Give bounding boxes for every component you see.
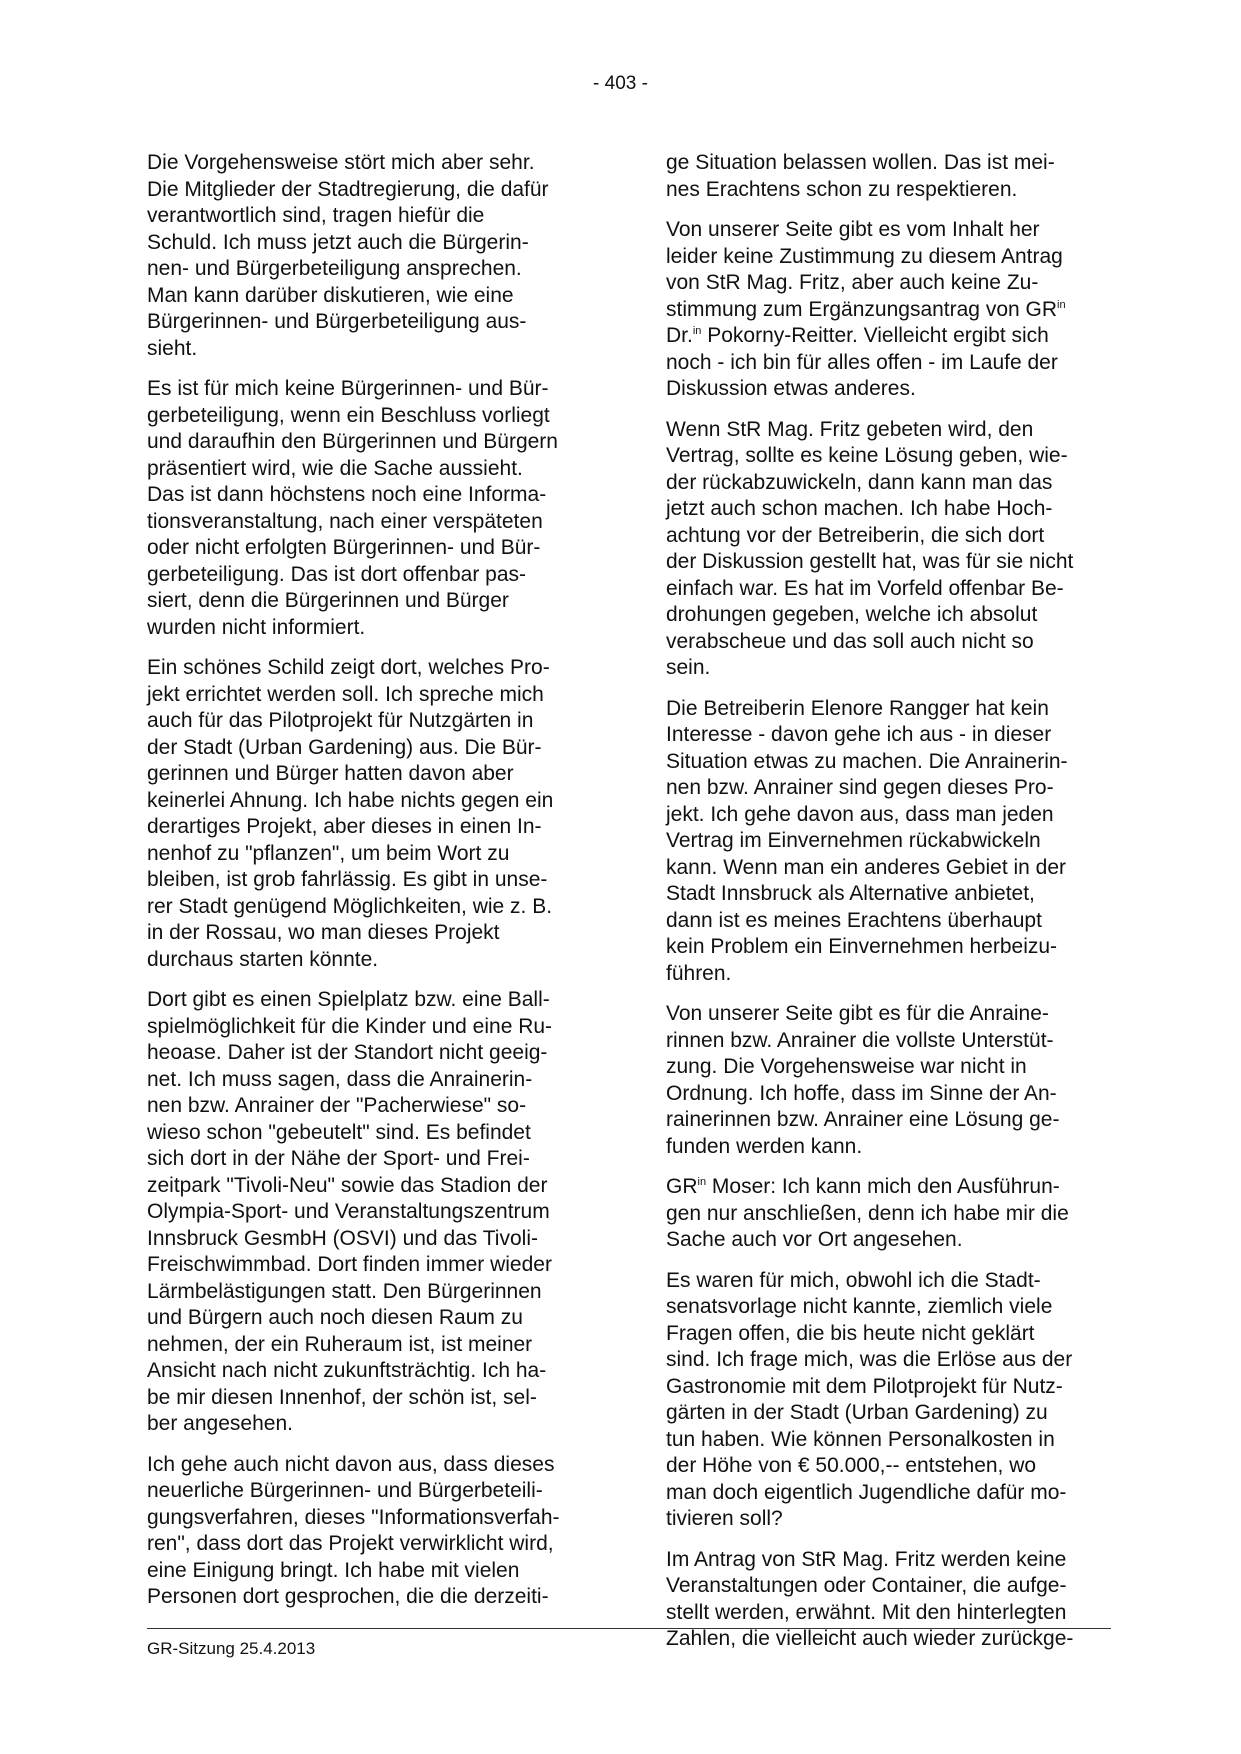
paragraph: Es waren für mich, obwohl ich die Stadt- senatsvorlage nicht kannte, ziemlich viele Fragen offen, die bis heute nicht geklärt sind. Ich frage mich, was die Erlöse aus der Gastronomie mit dem Pilotprojekt für Nutz- gärten in der Stadt (Urban Gardening) zu tun haben. Wie können Personalkosten in der Höhe von € 50.000,-- entstehen, wo man doch eigentlich Jugendliche dafür mo- tivieren soll?: [666, 1268, 1073, 1530]
superscript: in: [697, 1176, 707, 1188]
text-run: Moser: Ich kann mich den Ausführun- gen nur anschließen, denn ich habe mir die Sache auch vor Ort angesehen.: [666, 1175, 1069, 1251]
paragraph: Von unserer Seite gibt es für die Anraine- rinnen bzw. Anrainer die vollste Unterstüt- zung. Die Vorgehensweise war nicht in Ordnung. Ich hoffe, dass im Sinne der An- rainerinnen bzw. Anrainer eine Lösung ge- funden werden kann.: [666, 1002, 1060, 1158]
text-run: Von unserer Seite gibt es vom Inhalt her leider keine Zustimmung zu diesem Antrag von StR Mag. Fritz, aber auch keine Zu- stimmung zum Ergänzungsantrag von GR: [666, 218, 1063, 321]
right-column: [666, 150, 1111, 1667]
speaker-name: GR: [666, 1175, 698, 1198]
paragraph: [666, 1174, 1111, 1254]
paragraph: Dort gibt es einen Spielplatz bzw. eine Ball- spielmöglichkeit für die Kinder und eine Ru- heoase. Daher ist der Standort nicht geeig- net. Ich muss sagen, dass die Anrainerin- nen bzw. Anrainer der "Pacherwiese" so- wieso schon "gebeutelt" sind. Es befindet sich dort in der Nähe der Sport- und Frei- zeitpark "Tivoli-Neu" sowie das Stadion der Olympia-Sport- und Veranstaltungszentrum Innsbruck GesmbH (OSVI) und das Tivoli- Freischwimmbad. Dort finden immer wieder Lärmbelästigungen statt. Den Bürgerinnen und Bürgern auch noch diesen Raum zu nehmen, der ein Ruheraum ist, ist meiner Ansicht nach nicht zukunftsträchtig. Ich ha- be mir diesen Innenhof, der schön ist, sel- ber angesehen.: [147, 988, 553, 1435]
paragraph: ge Situation belassen wollen. Das ist mei- nes Erachtens schon zu respektieren.: [666, 151, 1055, 201]
footer-text: GR-Sitzung 25.4.2013: [147, 1639, 316, 1658]
paragraph: Im Antrag von StR Mag. Fritz werden keine Veranstaltungen oder Container, die aufge- stellt werden, erwähnt. Mit den hinterlegten Zahlen, die vielleicht auch wieder zurückge-: [666, 1547, 1074, 1650]
paragraph: Ich gehe auch nicht davon aus, dass dieses neuerliche Bürgerinnen- und Bürgerbeteili- gungsverfahren, dieses "Informationsverfah- ren", dass dort das Projekt verwirklicht wird, eine Einigung bringt. Ich habe mit vielen Personen dort gesprochen, die die derzeiti-: [147, 1452, 560, 1608]
superscript: in: [692, 325, 702, 337]
paragraph: Es ist für mich keine Bürgerinnen- und Bür- gerbeteiligung, wenn ein Beschluss vorliegt und daraufhin den Bürgerinnen und Bürgern präsentiert wird, wie die Sache aussieht. Das ist dann höchstens noch eine Informa- tionsveranstaltung, nach einer verspäteten oder nicht erfolgten Bürgerinnen- und Bür- gerbeteiligung. Das ist dort offenbar pas- siert, denn die Bürgerinnen und Bürger wurden nicht informiert.: [147, 377, 558, 639]
paragraph: Die Betreiberin Elenore Rangger hat kein Interesse - davon gehe ich aus - in dieser Situation etwas zu machen. Die Anrainerin- nen bzw. Anrainer sind gegen dieses Pro- jekt. Ich gehe davon aus, dass man jeden Vertrag im Einvernehmen rückabwickeln kann. Wenn man ein anderes Gebiet in der Stadt Innsbruck als Alternative anbietet, dann ist es meines Erachtens überhaupt kein Problem ein Einvernehmen herbeizu- führen.: [666, 696, 1068, 985]
text-run: Pokorny-Reitter. Vielleicht ergibt sich noch - ich bin für alles offen - im Laufe der Diskussion etwas anderes.: [666, 324, 1058, 400]
paragraph: Die Vorgehensweise stört mich aber sehr. Die Mitglieder der Stadtregierung, die dafür verantwortlich sind, tragen hiefür die Schuld. Ich muss jetzt auch die Bürgerin- nen- und Bürgerbeteiligung ansprechen. Man kann darüber diskutieren, wie eine Bürgerinnen- und Bürgerbeteiligung aus- sieht.: [147, 151, 549, 360]
left-column: [147, 150, 597, 1625]
paragraph: Ein schönes Schild zeigt dort, welches Pro- jekt errichtet werden soll. Ich spreche mich auch für das Pilotprojekt für Nutzgärten in der Stadt (Urban Gardening) aus. Die Bür- gerinnen und Bürger hatten davon aber keinerlei Ahnung. Ich habe nichts gegen ein derartiges Projekt, aber dieses in einen In- nenhof zu "pflanzen", um beim Wort zu bleiben, ist grob fahrlässig. Es gibt in unse- rer Stadt genügend Möglichkeiten, wie z. B. in der Rossau, wo man dieses Projekt durchaus starten könnte.: [147, 656, 554, 971]
superscript: in: [1057, 298, 1066, 311]
page-number: - 403 -: [593, 73, 648, 94]
paragraph: [666, 217, 1111, 403]
footer-divider: [147, 1628, 1111, 1629]
paragraph: Wenn StR Mag. Fritz gebeten wird, den Vertrag, sollte es keine Lösung geben, wie- der rückabzuwickeln, dann kann man das jetzt auch schon machen. Ich habe Hoch- achtung vor der Betreiberin, die sich dort der Diskussion gestellt hat, was für sie nicht einfach war. Es hat im Vorfeld offenbar Be- drohungen gegeben, welche ich absolut verabscheue und das soll auch nicht so sein.: [666, 417, 1074, 679]
text-run: Dr.: [666, 324, 693, 347]
